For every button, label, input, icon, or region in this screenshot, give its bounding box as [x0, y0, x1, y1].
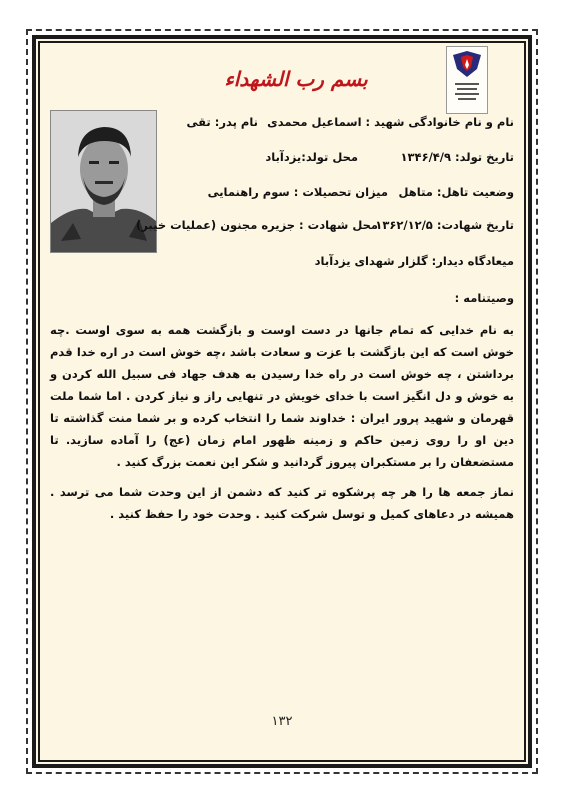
martyrdom-date: تاریخ شهادت: ۱۳۶۲/۱۲/۵: [375, 218, 514, 232]
meeting-place: میعادگاه دیدار: گلزار شهدای یزدآباد: [314, 254, 514, 268]
page-number: ۱۳۲: [271, 714, 293, 729]
will-paragraph: نماز جمعه ها را هر چه پرشکوه تر کنید که دشمن از این وحدت شما می ترسد . همیشه در دعاهای کمیل و توسل شرکت کنید . وحدت خود را حفظ کنید .: [50, 485, 514, 521]
father-name: نام پدر: تقی: [186, 115, 258, 129]
birth-place: محل تولد:یزدآباد: [265, 150, 358, 164]
martyr-name: نام و نام خانوادگی شهید : اسماعیل محمدی: [267, 115, 514, 129]
will-text: [50, 319, 514, 533]
will-heading: وصیتنامه :: [454, 291, 514, 305]
birth-date: تاریخ تولد: ۱۳۴۶/۴/۹: [400, 150, 514, 164]
martyrs-foundation-logo: [446, 46, 488, 114]
education-level: میزان تحصیلات : سوم راهنمایی: [207, 185, 388, 199]
basmala-title: بسم رب الشهداء: [224, 67, 368, 91]
will-paragraph: به نام خدایی که تمام جانها در دست اوست و بازگشت همه به سوی اوست .چه خوش است که این بازگشت با عزت و سعادت باشد ،چه خوش است در اره خدا قدم برداشتن ، چه خوش است در راه خدا رسیدن به هدف جهاد فی سبیل الله کردن و به خوش و دل انگیز است با خدای خویش در تنهایی راز و نیاز کردن . اما شما ملت قهرمان و شهید پرور ایران : خداوند شما را انتخاب کرده و بر شما منت گذاشته تا دین او را روی زمین حاکم و زمینه ظهور امام زمان (عج) را آماده سازید. تا مستضعفان را بر مستکبران پیروز گردانید و شکر این نعمت بزرگ کنید .: [50, 323, 514, 469]
martyrdom-place: محل شهادت : جزیره مجنون (عملیات خیبر): [136, 218, 378, 232]
marital-status: وضعیت تاهل: متاهل: [398, 185, 514, 199]
document-page: [32, 35, 532, 768]
